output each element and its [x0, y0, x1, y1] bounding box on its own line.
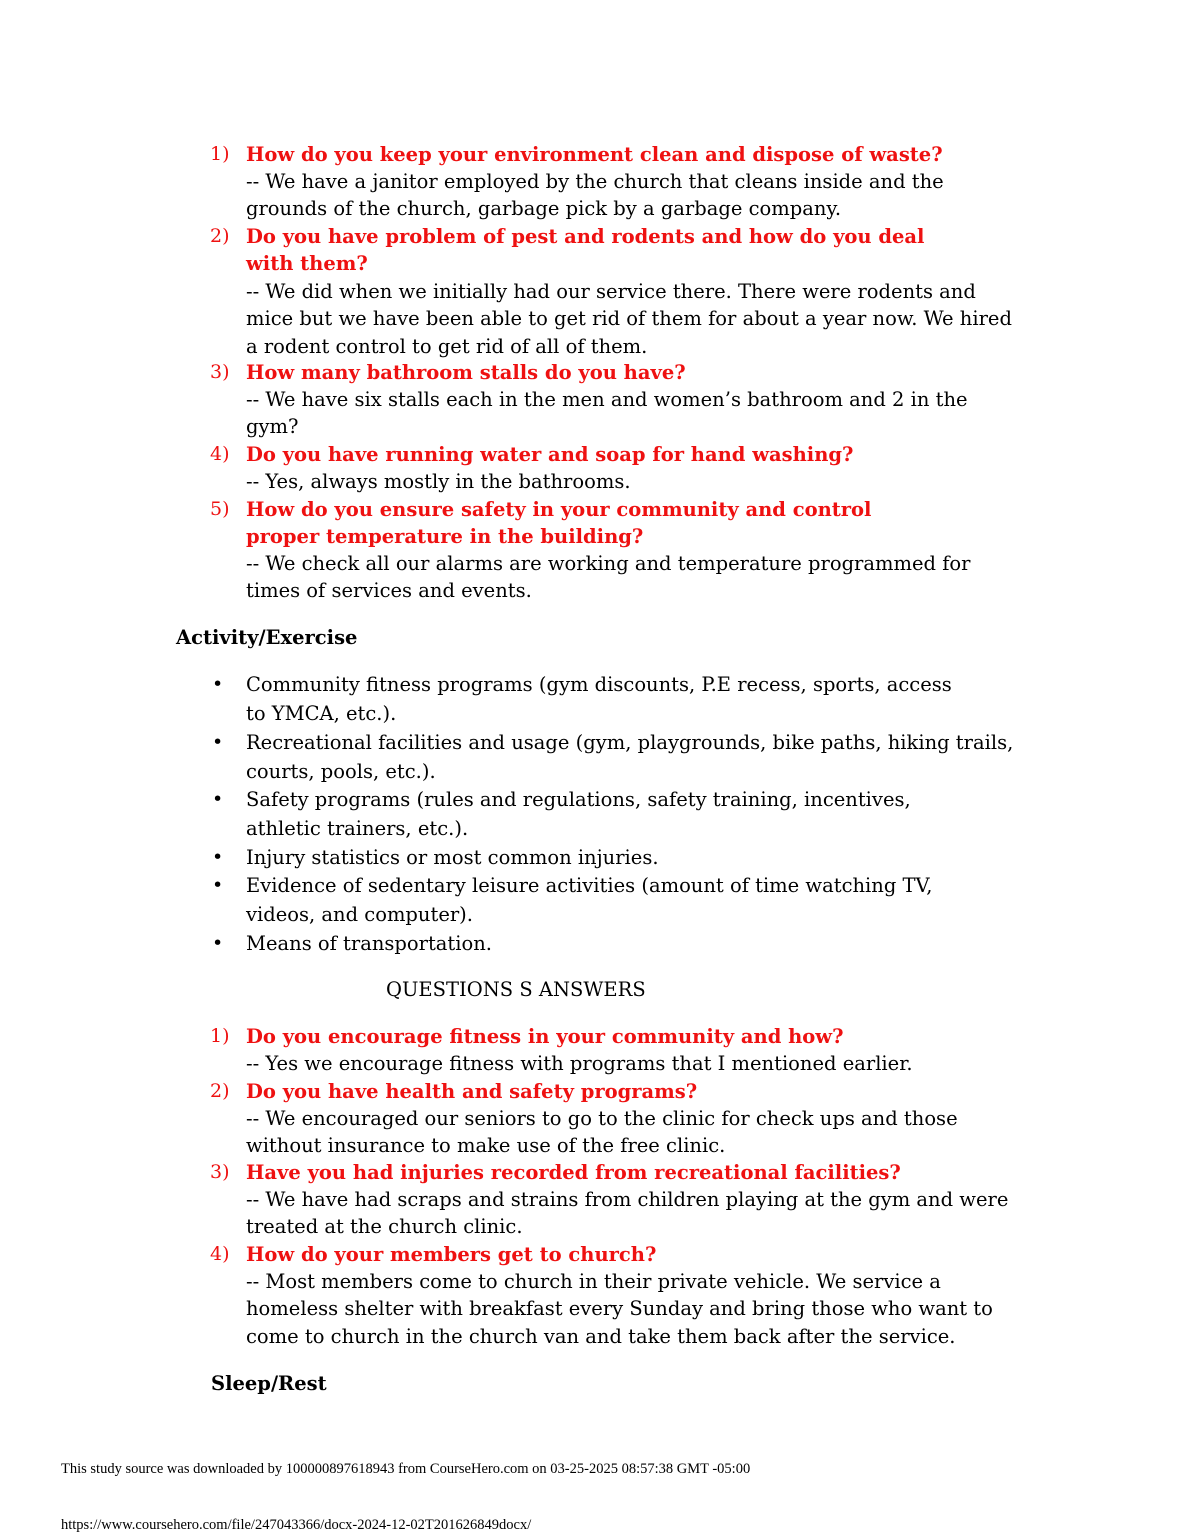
- qa-item: [0, 496, 1190, 605]
- bullet-text: Safety programs (rules and regulations, safety training, incentives, athletic trainers, etc.).: [246, 788, 911, 840]
- answer-text: -- We have had scraps and strains from children playing at the gym and were treated at the church clinic.: [246, 1188, 1009, 1239]
- questions-answers-title: QUESTIONS S ANSWERS: [386, 978, 646, 1001]
- answer-text: -- Most members come to church in their private vehicle. We service a homeless shelter with breakfast every Sunday and bring those who want to come to church in the church van and take them back after the service.: [246, 1270, 993, 1348]
- bullet-item: [212, 785, 926, 843]
- bullet-icon: •: [212, 845, 224, 868]
- item-number: 4): [210, 1243, 230, 1265]
- item-number: 2): [210, 225, 230, 247]
- item-number: 2): [210, 1080, 230, 1102]
- bullet-item: [212, 670, 966, 728]
- bullet-item: [212, 871, 956, 929]
- bullet-icon: •: [212, 788, 224, 810]
- item-number: 5): [210, 498, 230, 520]
- item-number: 4): [210, 443, 230, 465]
- download-notice: This study source was downloaded by 100000897618943 from CourseHero.com on 03-25-2025 08:57:38 GMT -05:00: [61, 1461, 751, 1477]
- question-text: How do you keep your environment clean and dispose of waste?: [246, 143, 943, 166]
- bullet-text: Evidence of sedentary leisure activities (amount of time watching TV, videos, and computer).: [246, 874, 933, 926]
- qa-item: [0, 441, 1190, 495]
- qa-item: [0, 141, 1190, 223]
- bullet-icon: •: [212, 931, 224, 954]
- source-url-link[interactable]: https://www.coursehero.com/file/247043366/docx-2024-12-02T201626849docx/: [61, 1517, 532, 1533]
- bullet-text: Community fitness programs (gym discounts, P.E recess, sports, access to YMCA, etc.).: [246, 673, 952, 725]
- bullet-item: [212, 929, 1016, 958]
- answer-text: -- We have six stalls each in the men and women’s bathroom and 2 in the gym?: [246, 388, 968, 439]
- qa-item: [0, 1023, 1190, 1077]
- answer-text: -- Yes, always mostly in the bathrooms.: [246, 470, 631, 493]
- bullet-icon: •: [212, 874, 224, 896]
- qa-item: [0, 1241, 1190, 1350]
- question-text: Do you have running water and soap for hand washing?: [246, 443, 854, 466]
- question-text: Do you have health and safety programs?: [246, 1080, 698, 1103]
- qa-item: [0, 223, 1190, 360]
- bullet-icon: •: [212, 730, 224, 753]
- bullet-text: Recreational facilities and usage (gym, playgrounds, bike paths, hiking trails, courts, pools, etc.).: [246, 730, 1014, 783]
- question-text: Do you have problem of pest and rodents and how do you deal with them?: [246, 225, 925, 275]
- bullet-text: Means of transportation.: [246, 931, 492, 955]
- answer-text: -- We have a janitor employed by the church that cleans inside and the grounds of the church, garbage pick by a garbage company.: [246, 170, 944, 221]
- answer-text: -- We check all our alarms are working and temperature programmed for times of services and events.: [246, 552, 971, 603]
- item-number: 1): [210, 1025, 230, 1047]
- answer-text: -- We encouraged our seniors to go to the clinic for check ups and those without insurance to make use of the free clinic.: [246, 1107, 958, 1158]
- bullet-text: Injury statistics or most common injuries.: [246, 845, 659, 869]
- section-heading-sleep: Sleep/Rest: [211, 1372, 327, 1395]
- answer-text: -- Yes we encourage fitness with programs that I mentioned earlier.: [246, 1052, 913, 1075]
- qa-item: [0, 359, 1190, 441]
- question-text: How do you ensure safety in your community and control proper temperature in the building?: [246, 498, 872, 548]
- qa-item: [0, 1159, 1190, 1241]
- qa-item: [0, 1078, 1190, 1160]
- section-heading-activity: Activity/Exercise: [176, 626, 358, 649]
- question-text: Do you encourage fitness in your community and how?: [246, 1025, 844, 1048]
- bullet-item: [212, 843, 1016, 872]
- item-number: 3): [210, 1161, 230, 1183]
- bullet-icon: •: [212, 673, 224, 695]
- item-number: 1): [210, 143, 230, 165]
- question-text: Have you had injuries recorded from recreational facilities?: [246, 1161, 901, 1184]
- question-text: How do your members get to church?: [246, 1243, 657, 1266]
- answer-text: -- We did when we initially had our service there. There were rodents and mice but we have been able to get rid of them for about a year now. We hired a rodent control to get rid of all of them.: [246, 280, 1012, 358]
- bullet-list: [0, 670, 1190, 957]
- item-number: 3): [210, 361, 230, 383]
- question-text: How many bathroom stalls do you have?: [246, 361, 686, 384]
- bullet-item: [212, 728, 1016, 786]
